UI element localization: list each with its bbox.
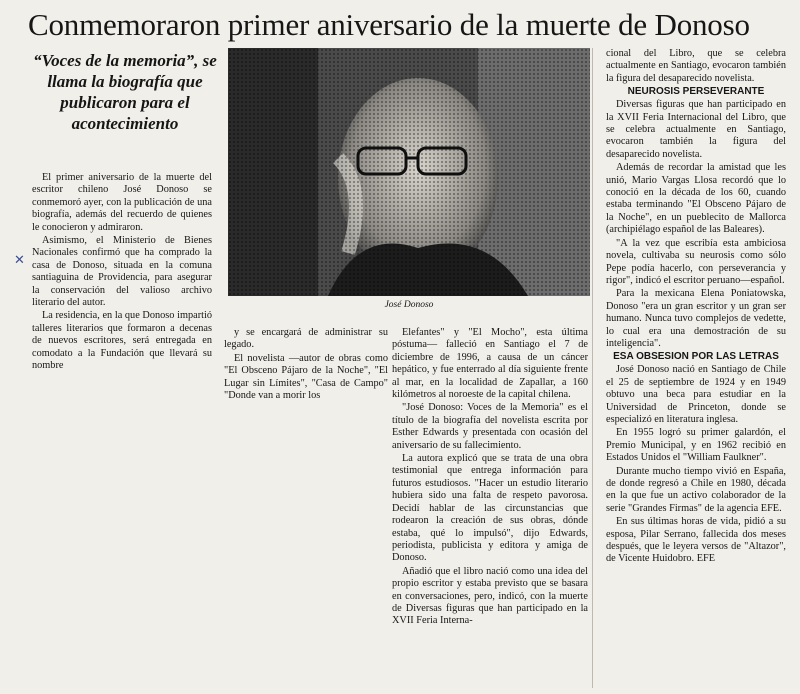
subheading-neurosis: NEUROSIS PERSEVERANTE — [627, 86, 765, 98]
paragraph: En 1955 logró su primer galardón, el Premio Municipal, y en 1962 recibió en Estados Unidos el "William Faulkner". — [606, 427, 786, 464]
paragraph: Para la mexicana Elena Poniatowska, Donoso "era un gran escritor y un gran ser humano. Nunca tuvo complejos de vedette, lo cual era una demostración de su inteligencia". — [606, 288, 786, 349]
paragraph: Además de recordar la amistad que les unió, Mario Vargas Llosa recordó que lo conoció en la década de los 60, cuando estaba terminando "El Obsceno Pájaro de la Noche", en un pueblecito de Mallorca (archipiélago español de las Baleares). — [606, 162, 786, 236]
paragraph: El novelista —autor de obras como "El Obsceno Pájaro de la Noche", "El Lugar sin Límites", "Casa de Campo" "Donde van a morir los — [224, 352, 388, 402]
paragraph: La autora explicó que se trata de una obra testimonial que entrega información para futuros estudiosos. "Hacer un estudio literario hubiera sido una falta de respeto pavorosa. Decidí hablar de las circunstancias que rodearon la creación de sus obras, dónde estaba, qué lo impulsó", dijo Edwards, periodista, publicista y editora y amiga de Donoso. — [392, 453, 588, 564]
column-4 — [606, 48, 786, 691]
column-1 — [32, 172, 212, 397]
headline: Conmemoraron primer aniversario de la muerte de Donoso — [28, 7, 750, 42]
paragraph: El primer aniversario de la muerte del escritor chileno José Donoso se conmemoró ayer, con la publicación de una biografía, además del recuerdo de quienes le conocieron y admiraron. — [32, 172, 212, 233]
column-divider — [592, 48, 593, 688]
pen-check-mark-icon: ✕ — [14, 252, 25, 267]
paragraph: En sus últimas horas de vida, pidió a su esposa, Pilar Serrano, fallecida dos meses después, que le leyera versos de "Altazor", de Vicente Huidobro. EFE — [606, 516, 786, 565]
photo-caption: José Donoso — [384, 300, 434, 310]
portrait-illustration — [228, 48, 590, 296]
portrait-photo — [228, 48, 590, 296]
paragraph: Durante mucho tiempo vivió en España, de donde regresó a Chile en 1980, década en la que fue un activo colaborador de la serie "Grandes Firmas" de la agencia EFE. — [606, 465, 786, 514]
paragraph: Elefantes" y "El Mocho", esta última póstuma— falleció en Santiago el 7 de diciembre de 1996, a causa de un cáncer hepático, y fue enterrado al día siguiente frente al mar, en la localidad de Zapallar, a 160 kilómetros al noroeste de la capital chilena. — [392, 327, 588, 401]
paragraph: Añadió que el libro nació como una idea del propio escritor y estaba previsto que se basara en conversaciones, pero, indicó, con la muerte de Diversas figuras que han participado en la XVII Feria Interna- — [392, 565, 588, 627]
paragraph: Asimismo, el Ministerio de Bienes Nacionales confirmó que ha comprado la casa de Donoso, situada en la comuna santiaguina de Providencia, para asegurar la conservación del valioso archivo literario del autor. — [32, 235, 212, 309]
paragraph: y se encargará de administrar su legado. — [224, 327, 388, 351]
paragraph: Diversas figuras que han participado en la XVII Feria Internacional del Libro, que se celebra actualmente en Santiago, evocaron también la figura del desaparecido novelista. — [606, 99, 786, 160]
paragraph: La residencia, en la que Donoso impartió talleres literarios que formaron a decenas de nuevos escritores, será entregada en comodato a la Fundación que llevará su nombre — [32, 310, 212, 372]
paragraph: José Donoso nació en Santiago de Chile el 25 de septiembre de 1924 y en 1949 obtuvo una beca para estudiar en la Universidad de Princeton, donde se especializó en literatura inglesa. — [606, 364, 786, 425]
subheading-obsesion: ESA OBSESION POR LAS LETRAS — [613, 351, 779, 363]
column-2 — [224, 327, 388, 407]
paragraph: cional del Libro, que se celebra actualmente en Santiago, evocaron también la figura del desaparecido novelista. — [606, 48, 786, 84]
paragraph: "José Donoso: Voces de la Memoria" es el título de la biografía del novelista escrita por Esther Edwards y presentada con ocasión del aniversario de su fallecimiento. — [392, 402, 588, 451]
deck-subtitle: “Voces de la memoria”, se llama la biografía que publicaron para el acontecimiento — [33, 51, 217, 133]
paragraph: "A la vez que escribía esta ambiciosa novela, cultivaba su neurosis como sólo Pepe podía hacerlo, con perseverancia y rigor", indicó el escritor peruano—español. — [606, 237, 786, 286]
column-3 — [392, 327, 588, 691]
